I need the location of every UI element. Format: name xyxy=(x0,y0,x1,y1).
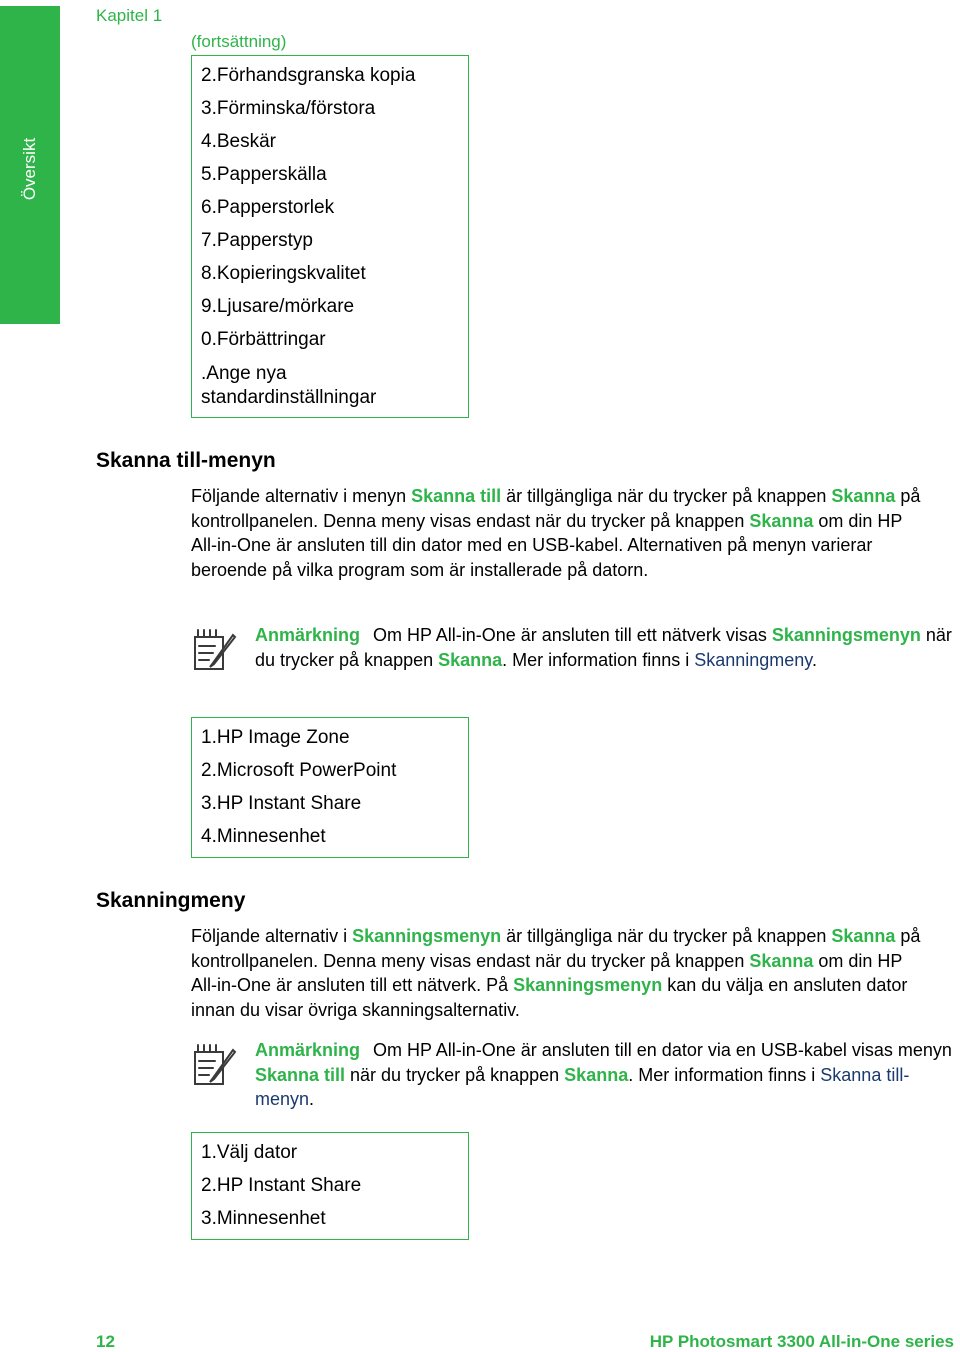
button-name: Skanna xyxy=(831,486,896,506)
note-scan-to: Anmärkning Om HP All-in-One är ansluten till ett nätverk visas Skanningsmenyn när du trycker på knappen Skanna. Mer information finns i Skanningmeny. xyxy=(255,625,952,670)
menu-item: 2.HP Instant Share xyxy=(201,1175,362,1196)
note-label: Anmärkning xyxy=(255,625,361,645)
menu-item: 4.Minnesenhet xyxy=(201,826,326,847)
menu-item: 1.Välj dator xyxy=(201,1142,298,1163)
button-name: Skanna xyxy=(749,510,814,531)
menu-name: Skanna till xyxy=(411,486,502,506)
menu-item: 6.Papperstorlek xyxy=(201,197,335,218)
menu-item: 9.Ljusare/mörkare xyxy=(201,296,355,317)
scan-to-menu-box xyxy=(191,717,469,858)
menu-item: .Ange nya xyxy=(201,363,287,384)
scan-menu-paragraph: Följande alternativ i Skanningsmenyn är tillgängliga när du trycker på knappen Skanna på kontrollpanelen. Denna meny visas endast när du trycker på knappen Skanna om din HP All-in-One är ansluten till ett nätverk. På Skanningsmenyn kan du välja en ansluten dator innan du visar övriga skanningsalternativ. xyxy=(191,926,921,1020)
continued-label: (fortsättning) xyxy=(191,32,287,51)
menu-item: 3.Minnesenhet xyxy=(201,1208,326,1229)
side-tab-label: Översikt xyxy=(20,137,39,201)
menu-item: standardinställningar xyxy=(201,387,377,408)
menu-item: 2.Förhandsgranska kopia xyxy=(201,65,416,86)
menu-item: 3.HP Instant Share xyxy=(201,793,362,814)
side-tab xyxy=(0,6,60,324)
link-skanningmeny[interactable]: Skanningmeny xyxy=(694,649,812,670)
note-icon xyxy=(189,627,237,673)
note-scan-menu: Anmärkning Om HP All-in-One är ansluten till en dator via en USB-kabel visas menyn Skanna till när du trycker på knappen Skanna. Mer information finns i Skanna till-menyn. xyxy=(255,1040,952,1109)
menu-item: 7.Papperstyp xyxy=(201,230,313,251)
menu-item: 3.Förminska/förstora xyxy=(201,98,376,119)
menu-item: 4.Beskär xyxy=(201,131,276,152)
section-heading-scan-to: Skanna till-menyn xyxy=(96,449,276,472)
section-heading-scan-menu: Skanningmeny xyxy=(96,889,246,912)
scan-menu-box xyxy=(191,1132,469,1240)
menu-item: 1.HP Image Zone xyxy=(201,727,350,748)
menu-item: 5.Papperskälla xyxy=(201,164,327,185)
menu-item: 0.Förbättringar xyxy=(201,329,326,350)
note-label: Anmärkning xyxy=(255,1040,361,1060)
scan-to-paragraph: Följande alternativ i menyn Skanna till är tillgängliga när du trycker på knappen Skanna på kontrollpanelen. Denna meny visas endast när du trycker på knappen Skanna om din HP All-in-One är ansluten till din dator med en USB-kabel. Alternativen på menyn varierar beroende på vilka program som är installerade på datorn. xyxy=(191,486,921,580)
note-icon xyxy=(189,1042,237,1088)
menu-item: 2.Microsoft PowerPoint xyxy=(201,760,397,781)
menu-item: 8.Kopieringskvalitet xyxy=(201,263,366,284)
product-name: HP Photosmart 3300 All-in-One series xyxy=(649,1332,954,1351)
copy-menu-box xyxy=(191,55,469,418)
page-number: 12 xyxy=(96,1332,115,1351)
link-skanna-till-menyn[interactable]: Skanna till-menyn xyxy=(255,1064,910,1109)
chapter-label: Kapitel 1 xyxy=(96,6,163,25)
